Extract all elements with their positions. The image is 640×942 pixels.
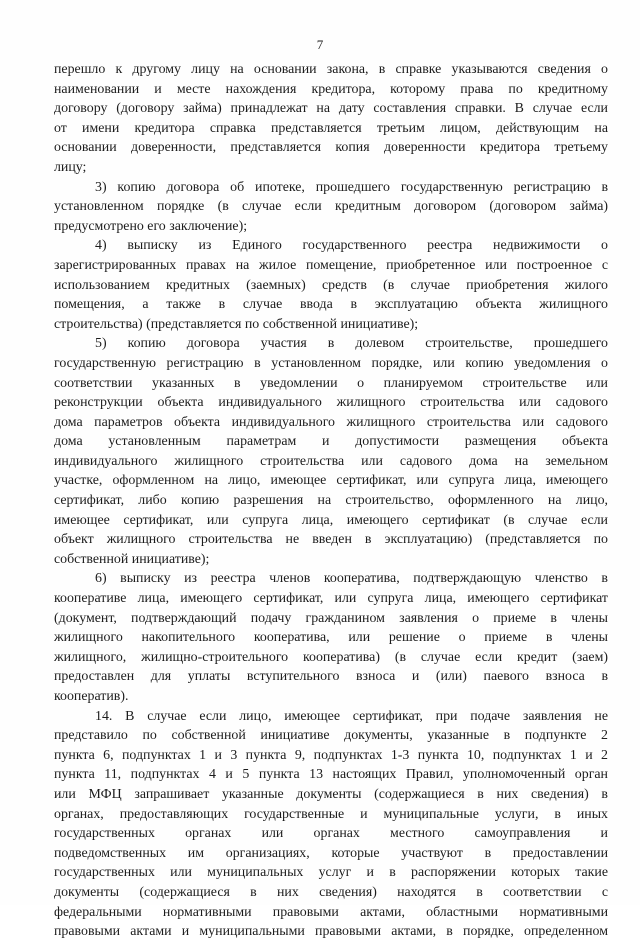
text-line: 4) выписку из Единого государственного реестра недвижимости о — [95, 238, 608, 254]
text-line: пункта 6, подпунктах 1 и 3 пункта 9, подпунктах 1-3 пункта 10, подпунктах 1 и 2 — [54, 747, 608, 763]
text-line: реконструкции объекта индивидуального жилищного строительства или садового — [54, 395, 608, 411]
text-line: государственную регистрацию в установленном порядке, или копию уведомления о — [54, 355, 608, 371]
text-line: лицу; — [54, 159, 87, 175]
text-line: кооператив). — [54, 689, 129, 704]
text-line: помещения, а также в случае ввода в эксплуатацию объекта жилищного — [54, 297, 608, 313]
text-line: объект жилищного строительства не введен в эксплуатацию) (представляется по — [54, 532, 608, 548]
text-line: сертификат, либо копию разрешения на строительство, оформленного на лицо, — [54, 493, 608, 509]
text-line: индивидуального жилищного строительства или садового дома на земельном — [54, 453, 608, 469]
text-line: наименовании и месте нахождения кредитора, которому права по кредитному — [54, 81, 608, 97]
text-line: или МФЦ запрашивает указанные документы (содержащиеся в них сведения) в — [54, 786, 608, 802]
text-line: подведомственных им организациях, которые участвуют в предоставлении — [54, 845, 608, 861]
text-line: государственных органах или органах местного самоуправления и — [54, 826, 608, 842]
text-line: органах, предоставляющих государственные и муниципальные услуги, в иных — [54, 806, 608, 822]
document-body — [54, 60, 608, 942]
text-line: основании доверенности, представляется копия доверенности кредитора третьему — [54, 140, 608, 156]
text-line: имеющее сертификат, или супруга лица, имеющего сертификат (в случае если — [54, 512, 608, 528]
text-line: федеральными нормативными правовыми актами, областными нормативными — [54, 904, 608, 920]
text-line: кооперативе лица, имеющего сертификат, или супруга лица, имеющего сертификат — [54, 591, 608, 607]
text-line: документы (содержащиеся в них сведения) находятся в соответствии с — [54, 884, 608, 900]
text-line: дома параметров объекта индивидуального жилищного строительства или садового — [54, 414, 608, 430]
text-line: государственных или муниципальных услуг и в распоряжении которых такие — [54, 865, 608, 881]
text-line: строительства) (представляется по собственной инициативе); — [54, 316, 419, 332]
text-line: жилищного накопительного кооператива, или решение о приеме в члены — [54, 630, 608, 646]
text-line: 14. В случае если лицо, имеющее сертификат, при подаче заявления не — [95, 708, 608, 724]
text-line: использованием кредитных (заемных) средств (в случае приобретения жилого — [54, 277, 608, 293]
text-line: представило по собственной инициативе документы, указанные в подпункте 2 — [54, 728, 608, 744]
page-number: 7 — [316, 37, 324, 52]
text-line: предоставлен для уплаты вступительного взноса и (или) паевого взноса в — [54, 669, 608, 685]
text-line: договору (договору займа) принадлежат на дату составления справки. В случае если — [54, 101, 608, 117]
text-line: участке, оформленном на лицо, имеющее сертификат, или супруга лица, имеющего — [54, 473, 608, 489]
text-line: соответствии указанных в уведомлении о планируемом строительстве или — [54, 375, 608, 391]
text-line: перешло к другому лицу на основании закона, в справке указываются сведения о — [54, 62, 608, 77]
text-line: дома установленным параметрам и допустимости размещения объекта — [54, 434, 608, 450]
text-line: собственной инициативе); — [54, 551, 210, 567]
text-line: жилищного, жилищно-строительного кооператива) (в случае если кредит (заем) — [54, 649, 608, 665]
text-line: правовыми актами и муниципальными правовыми актами, в порядке, определенном — [54, 924, 608, 940]
text-line: 5) копию договора участия в долевом строительстве, прошедшего — [95, 336, 608, 352]
text-line: зарегистрированных правах на жилое помещение, приобретенное или построенное с — [54, 257, 608, 273]
text-line: 6) выписку из реестра членов кооператива, подтверждающую членство в — [95, 571, 608, 587]
text-line: пункта 11, подпунктах 4 и 5 пункта 13 настоящих Правил, уполномоченный орган — [54, 767, 608, 783]
text-line: от имени кредитора справка представляется третьим лицом, действующим на — [54, 120, 608, 136]
text-line: (документ, подтверждающий подачу гражданином заявления о приеме в члены — [54, 610, 608, 626]
text-line: установленном порядке (в случае если кредитным договором (договором займа) — [54, 199, 608, 215]
text-line: предусмотрено его заключение); — [54, 218, 248, 234]
text-line: 3) копию договора об ипотеке, прошедшего государственную регистрацию в — [95, 179, 608, 195]
